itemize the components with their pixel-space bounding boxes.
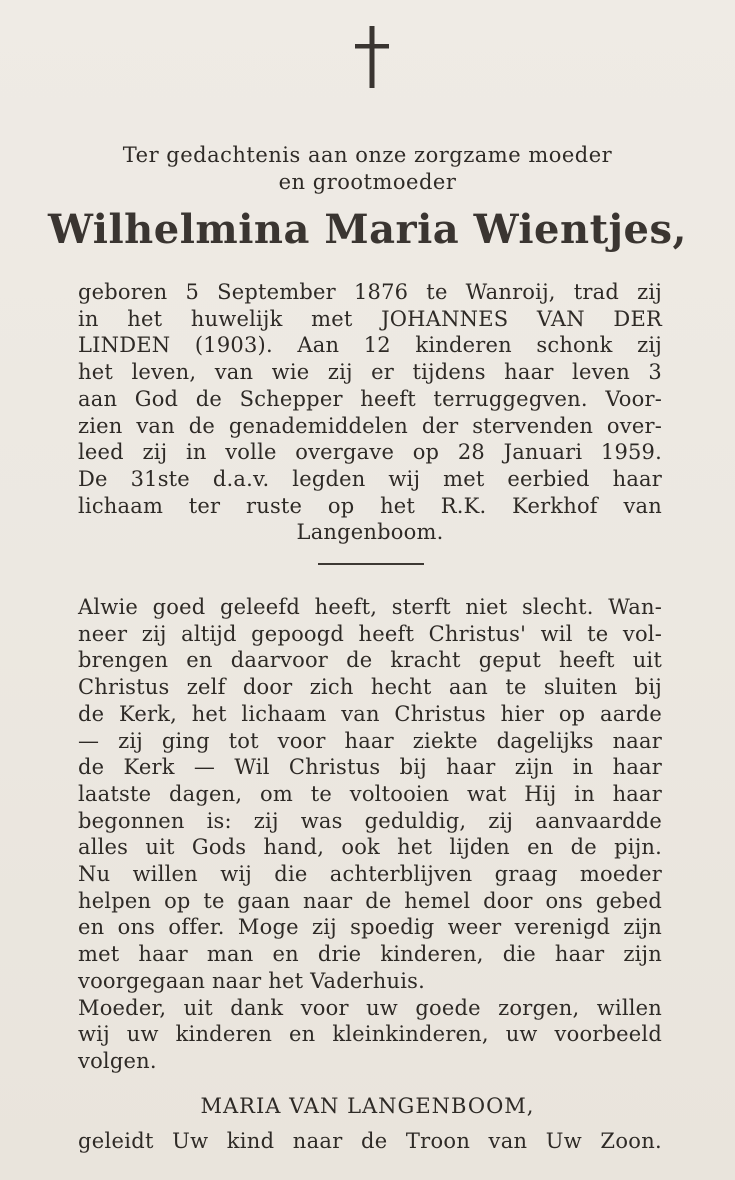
- closing-line: [78, 1129, 662, 1153]
- prayer-line: begonnen is: zij was geduldig, zij aanvaardde: [78, 808, 662, 833]
- prayer-line: Christus zelf door zich hecht aan te sluiten bij: [78, 675, 662, 700]
- prayer-line: brengen en daarvoor de kracht geput heeft uit: [78, 648, 662, 673]
- bio-line: LINDEN (1903). Aan 12 kinderen schonk zij: [78, 333, 662, 358]
- prayer-line: laatste dagen, om te voltooien wat Hij in haar: [78, 781, 662, 806]
- prayer-line: neer zij altijd gepoogd heeft Christus' wil te vol-: [78, 621, 662, 646]
- bio-line: leed zij in volle overgave op 28 Januari 1959.: [78, 440, 662, 465]
- prayer-line: de Kerk, het lichaam van Christus hier op aarde: [78, 701, 662, 726]
- prayer-paragraph: [78, 594, 662, 1075]
- cross-icon: [353, 26, 391, 88]
- bio-line: zien van de genademiddelen der stervenden over-: [78, 413, 662, 438]
- signature-line: MARIA VAN LANGENBOOM,: [200, 1094, 535, 1118]
- prayer-line: Moeder, uit dank voor uw goede zorgen, willen: [78, 995, 662, 1020]
- prayer-line: de Kerk — Wil Christus bij haar zijn in haar: [78, 755, 662, 780]
- prayer-line: — zij ging tot voor haar ziekte dagelijks naar: [78, 728, 662, 753]
- intro-line: Ter gedachtenis aan onze zorgzame moeder: [122, 143, 613, 167]
- prayer-line: alles uit Gods hand, ook het lijden en de pijn.: [78, 835, 662, 860]
- prayer-line: Nu willen wij die achterblijven graag moeder: [78, 862, 662, 887]
- prayer-line: Alwie goed geleefd heeft, sterft niet slecht. Wan-: [78, 595, 662, 619]
- bio-line: geboren 5 September 1876 te Wanroij, trad zij: [78, 280, 662, 304]
- closing-text: geleidt Uw kind naar de Troon van Uw Zoon.: [78, 1129, 662, 1153]
- prayer-line: voorgegaan naar het Vaderhuis.: [78, 968, 425, 993]
- bio-line: in het huwelijk met JOHANNES VAN DER: [78, 306, 662, 331]
- prayer-line: helpen op te gaan naar de hemel door ons gebed: [78, 888, 662, 913]
- intro-line: en grootmoeder: [278, 170, 457, 194]
- bio-line: De 31ste d.a.v. legden wij met eerbied haar: [78, 466, 662, 491]
- bio-line: aan God de Schepper heeft terruggegven. Voor-: [78, 386, 662, 411]
- bio-line: het leven, van wie zij er tijdens haar leven 3: [78, 360, 662, 385]
- intro-text: [0, 142, 735, 196]
- biography-paragraph: [78, 279, 662, 546]
- deceased-name: Wilhelmina Maria Wientjes,: [48, 206, 687, 253]
- divider-rule: [318, 563, 424, 565]
- prayer-line: volgen.: [78, 1048, 157, 1073]
- prayer-line: en ons offer. Moge zij spoedig weer verenigd zijn: [78, 915, 662, 940]
- prayer-line: wij uw kinderen en kleinkinderen, uw voorbeeld: [78, 1022, 662, 1047]
- prayer-line: met haar man en drie kinderen, die haar zijn: [78, 942, 662, 967]
- bio-line: lichaam ter ruste op het R.K. Kerkhof van: [78, 493, 662, 518]
- bio-line: Langenboom.: [296, 520, 444, 545]
